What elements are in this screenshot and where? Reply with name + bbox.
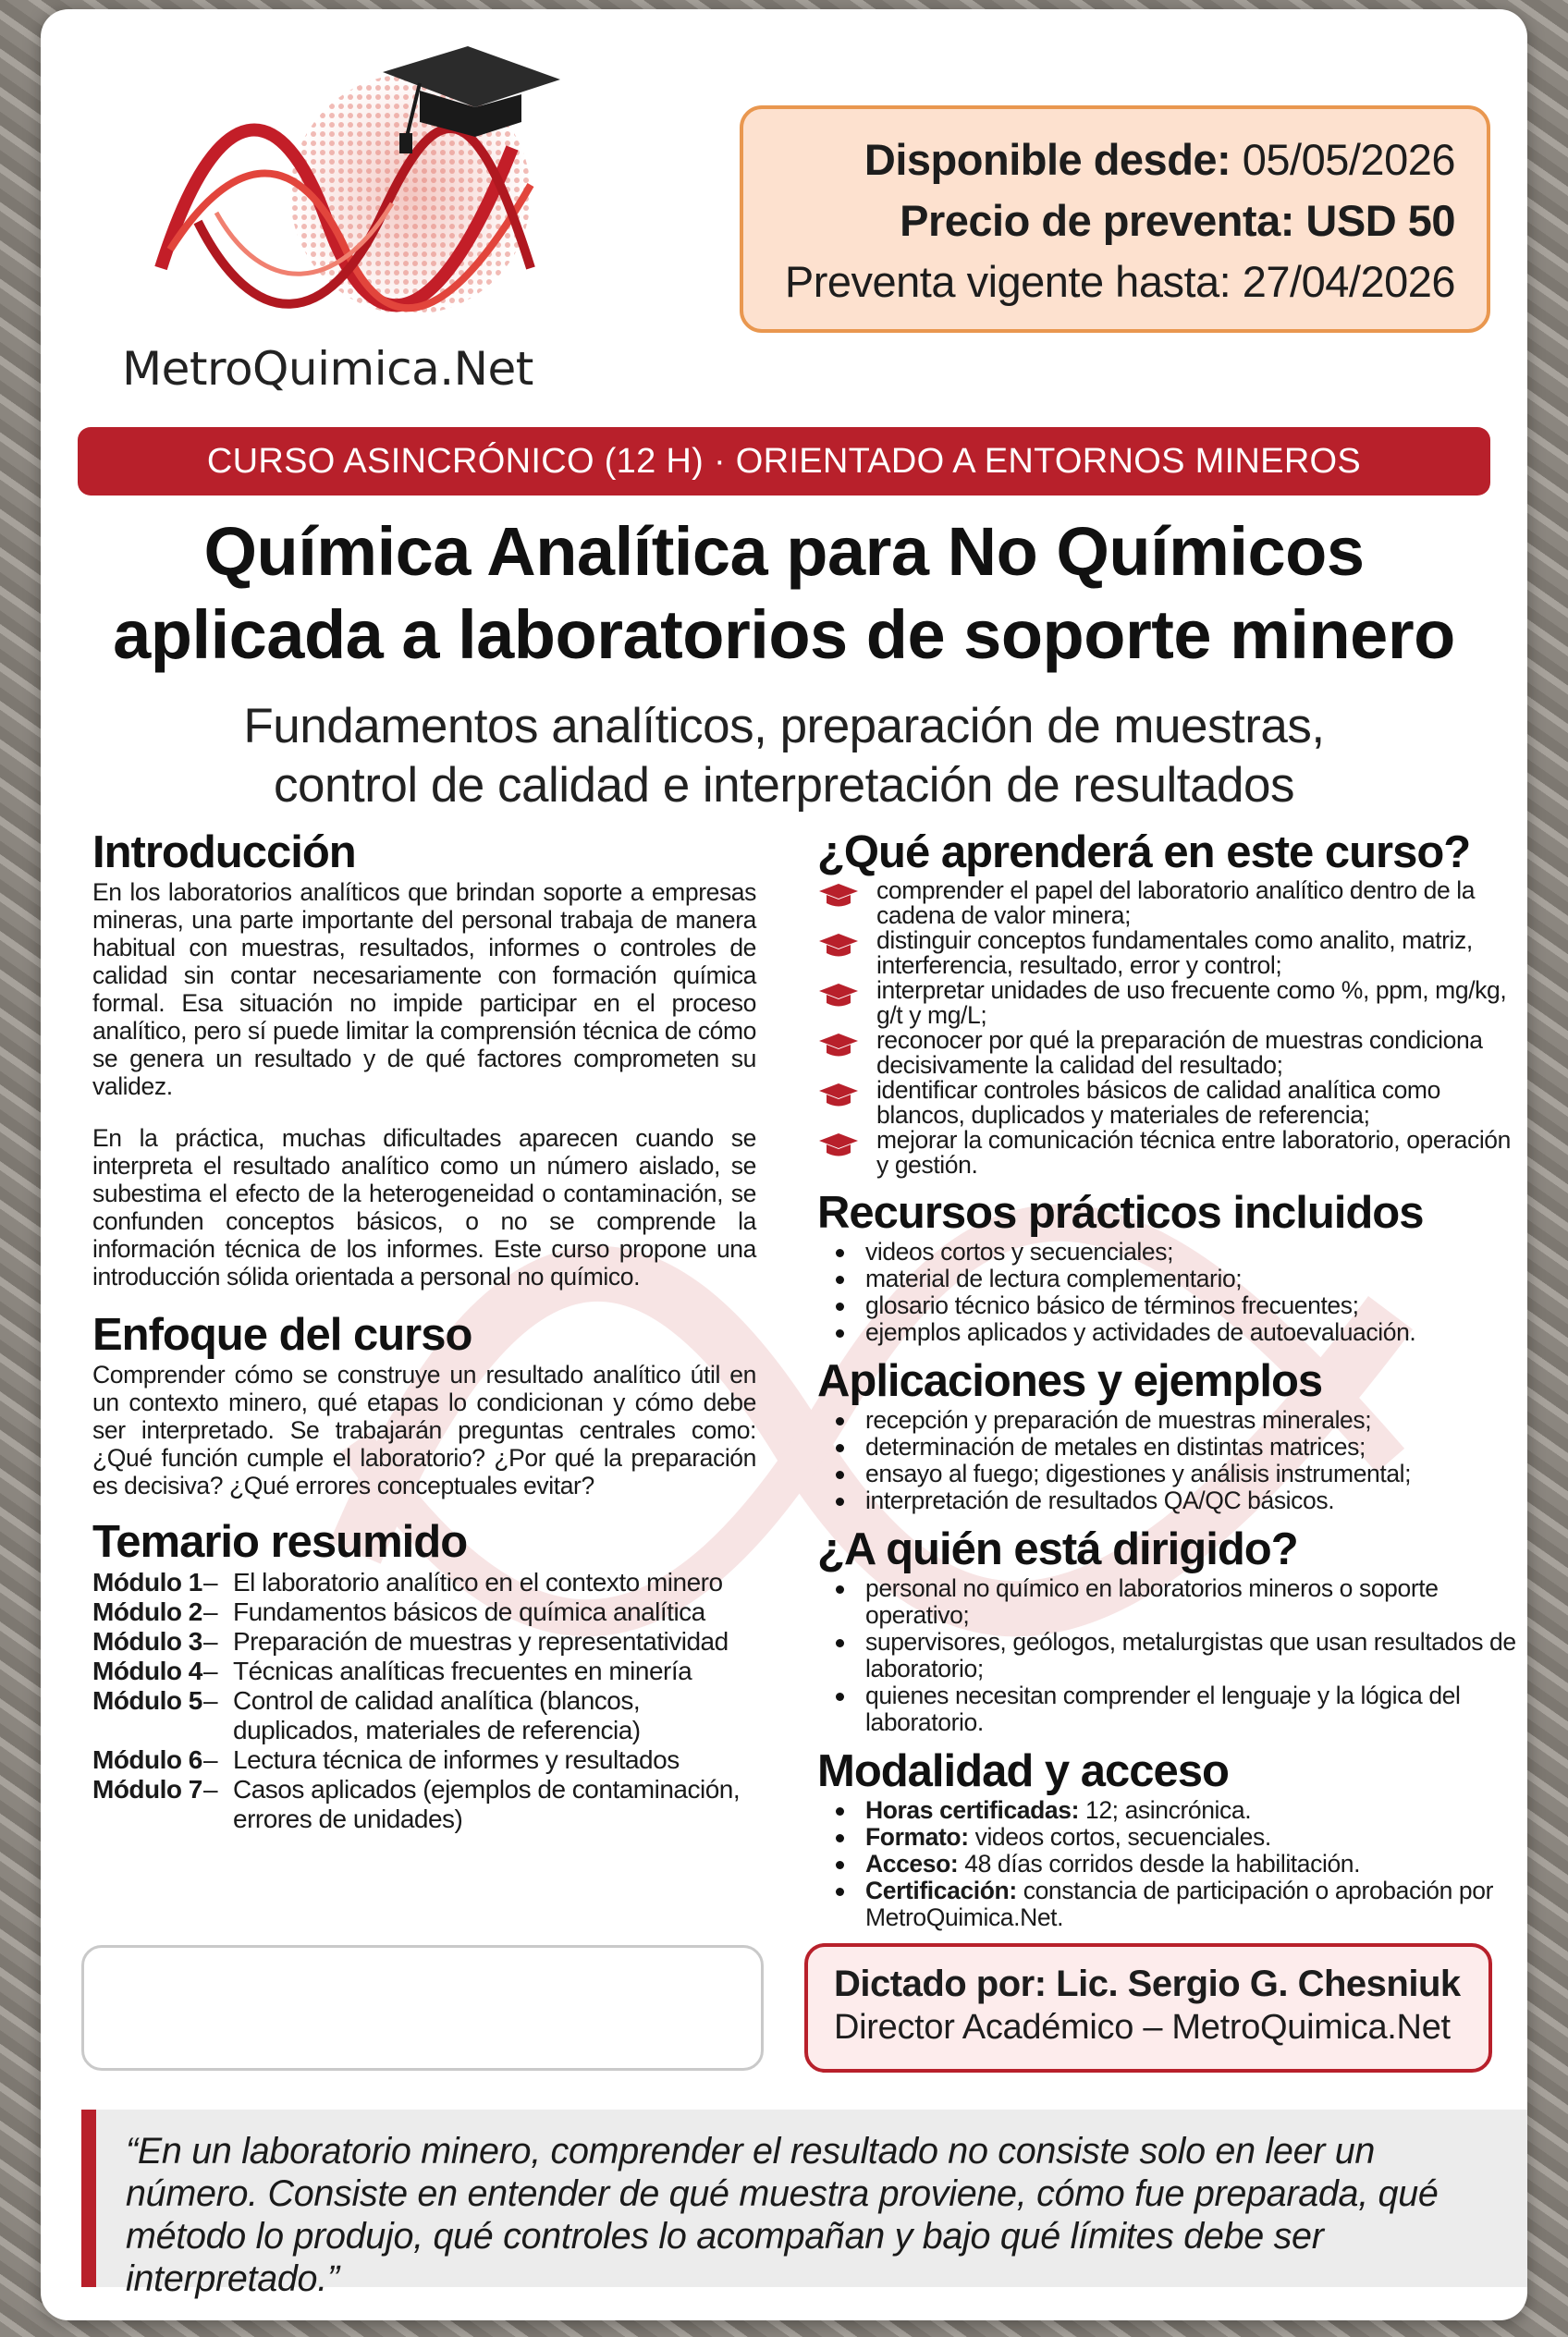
access-list: [817, 1797, 1516, 1931]
access-item: Acceso: 48 días corridos desde la habilitación.: [817, 1851, 1516, 1878]
graduation-cap-icon: [817, 1130, 860, 1161]
learn-item: comprender el papel del laboratorio analítico dentro de la cadena de valor minera;: [817, 878, 1516, 928]
course-type-banner: CURSO ASINCRÓNICO (12 H) · ORIENTADO A ENTORNOS MINEROS: [78, 427, 1490, 496]
graduation-cap-icon: [817, 930, 860, 961]
resources-item: videos cortos y secuenciales;: [817, 1239, 1516, 1266]
presale-price: Precio de preventa: USD 50: [900, 196, 1455, 245]
audience-item: supervisores, geólogos, metalurgistas que usan resultados de laboratorio;: [817, 1629, 1516, 1682]
access-heading: Modalidad y acceso: [817, 1746, 1229, 1796]
syllabus-module-item: Módulo 2 – Fundamentos básicos de química analítica: [92, 1597, 705, 1626]
right-column: [817, 826, 1516, 1931]
instructor-role: Director Académico – MetroQuimica.Net: [834, 2008, 1451, 2047]
course-subtitle-line-2: control de calidad e interpretación de resultados: [274, 758, 1294, 813]
applications-list: [817, 1407, 1516, 1514]
access-item: Certificación: constancia de participación o aprobación por MetroQuimica.Net.: [817, 1878, 1516, 1931]
learn-item: interpretar unidades de uso frecuente como %, ppm, mg/kg, g/t y mg/L;: [817, 978, 1516, 1028]
learn-item: reconocer por qué la preparación de muestras condiciona decisivamente la calidad del resultado;: [817, 1028, 1516, 1078]
availability-date: Disponible desde: 05/05/2026: [864, 135, 1455, 184]
approach-paragraph: Comprender cómo se construye un resultado analítico útil en un contexto minero, qué etapas lo condicionan y cómo debe ser interpretado. Se trabajarán preguntas centrales como: ¿Qué función cumple el laboratorio? ¿Por qué la preparación es decisiva? ¿Qué errores conceptuales evitar?: [92, 1361, 756, 1499]
left-column: [92, 826, 756, 1834]
graduation-cap-icon: [817, 1080, 860, 1111]
flyer-sheet: [41, 9, 1527, 2320]
audience-item: quienes necesitan comprender el lenguaje y la lógica del laboratorio.: [817, 1682, 1516, 1736]
approach-heading: Enfoque del curso: [92, 1310, 472, 1360]
applications-item: ensayo al fuego; digestiones y análisis instrumental;: [817, 1461, 1516, 1487]
instructor-box: [804, 1943, 1492, 2073]
audience-heading: ¿A quién está dirigido?: [817, 1524, 1298, 1574]
course-title-line-2: aplicada a laboratorios de soporte minero: [113, 596, 1455, 673]
resources-item: glosario técnico básico de términos frecuentes;: [817, 1292, 1516, 1319]
syllabus-module-item: Módulo 4 – Técnicas analíticas frecuentes en minería: [92, 1657, 692, 1685]
access-item: Formato: videos cortos, secuenciales.: [817, 1824, 1516, 1851]
instructor-name: Dictado por: Lic. Sergio G. Chesniuk: [834, 1964, 1461, 2004]
syllabus-module-item: Módulo 1 – El laboratorio analítico en el contexto minero: [92, 1568, 723, 1597]
access-item: Horas certificadas: 12; asincrónica.: [817, 1797, 1516, 1824]
applications-item: determinación de metales en distintas matrices;: [817, 1434, 1516, 1461]
syllabus-heading: Temario resumido: [92, 1517, 468, 1567]
syllabus-module-item: Módulo 3 – Preparación de muestras y representatividad: [92, 1627, 729, 1656]
learn-item: mejorar la comunicación técnica entre laboratorio, operación y gestión.: [817, 1128, 1516, 1178]
learn-item: distinguir conceptos fundamentales como analito, matriz, interferencia, resultado, error y control;: [817, 928, 1516, 978]
syllabus-module-item: Módulo 5 – Control de calidad analítica (blancos, duplicados, materiales de referencia): [92, 1686, 641, 1744]
intro-paragraph-1: En los laboratorios analíticos que brindan soporte a empresas mineras, una parte importante del personal trabaja de manera habitual con muestras, resultados, informes o controles de calidad sin contar necesariamente con formación química formal. Esa situación no impide participar en el proceso analítico, pero sí puede limitar la comprensión técnica de cómo se genera un resultado y de qué factores comprometen su validez.: [92, 878, 756, 1100]
empty-placeholder-box: [81, 1945, 764, 2071]
presale-deadline: Preventa vigente hasta: 27/04/2026: [784, 257, 1455, 306]
graduation-cap-icon: [817, 980, 860, 1011]
audience-list: [817, 1575, 1516, 1736]
syllabus-module-item: Módulo 7 – Casos aplicados (ejemplos de contaminación, errores de unidades): [92, 1775, 741, 1833]
resources-list: [817, 1239, 1516, 1346]
audience-item: personal no químico en laboratorios mineros o soporte operativo;: [817, 1575, 1516, 1629]
learn-item: identificar controles básicos de calidad analítica como blancos, duplicados y materiales de referencia;: [817, 1078, 1516, 1128]
course-subtitle-line-1: Fundamentos analíticos, preparación de muestras,: [243, 699, 1325, 753]
applications-item: interpretación de resultados QA/QC básicos.: [817, 1487, 1516, 1514]
learn-list: [817, 878, 1516, 1178]
resources-item: ejemplos aplicados y actividades de autoevaluación.: [817, 1319, 1516, 1346]
syllabus-module-list: [92, 1568, 756, 1834]
availability-info-box: [740, 105, 1490, 333]
applications-item: recepción y preparación de muestras minerales;: [817, 1407, 1516, 1434]
syllabus-module-item: Módulo 6 – Lectura técnica de informes y resultados: [92, 1745, 680, 1774]
resources-item: material de lectura complementario;: [817, 1266, 1516, 1292]
learn-heading: ¿Qué aprenderá en este curso?: [817, 827, 1471, 877]
graduation-cap-icon: [817, 1030, 860, 1061]
intro-heading: Introducción: [92, 827, 356, 877]
resources-heading: Recursos prácticos incluidos: [817, 1188, 1424, 1238]
applications-heading: Aplicaciones y ejemplos: [817, 1356, 1323, 1406]
graduation-cap-icon: [817, 880, 860, 912]
course-title-line-1: Química Analítica para No Químicos: [203, 513, 1365, 590]
intro-paragraph-2: En la práctica, muchas dificultades aparecen cuando se interpreta el resultado analítico como un número aislado, se subestima el efecto de la heterogeneidad o contaminación, se confunden conceptos básicos, o no se comprende la información técnica de los informes. Este curso propone una introducción sólida orientada a personal no químico.: [92, 1124, 756, 1291]
brand-name: MetroQuimica.Net: [122, 342, 533, 396]
closing-quote: “En un laboratorio minero, comprender el resultado no consiste solo en leer un número. Consiste en entender de qué muestra proviene, cómo fue preparada, qué método lo produjo, qué controles lo acompañan y bajo qué límites debe ser interpretado.”: [81, 2110, 1527, 2287]
